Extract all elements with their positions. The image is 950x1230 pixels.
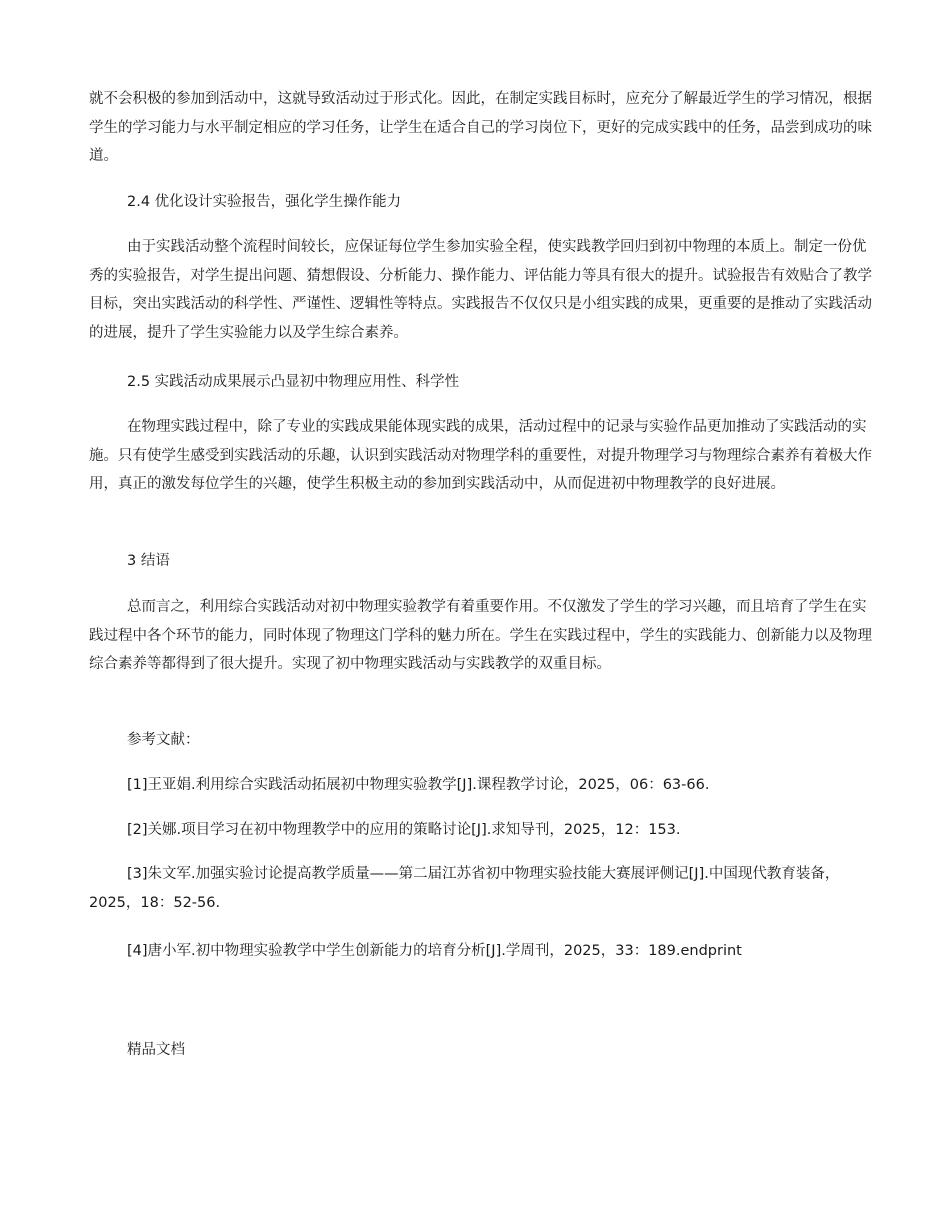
reference-item-3: [3]朱文军.加强实验讨论提高教学质量——第二届江苏省初中物理实验技能大赛展评侧记[J].中国现代教育装备，2025，18：52-56.: [89, 866, 840, 911]
reference-item-4: [4]唐小军.初中物理实验教学中学生创新能力的培育分析[J].学周刊，2025，33：189.endprint: [127, 943, 742, 959]
section-heading-2-4: 2.4 优化设计实验报告，强化学生操作能力: [127, 194, 402, 210]
paragraph-continuation: 就不会积极的参加到活动中，这就导致活动过于形式化。因此，在制定实践目标时，应充分了解最近学生的学习情况，根据学生的学习能力与水平制定相应的学习任务，让学生在适合自己的学习岗位下，更好的完成实践中的任务，品尝到成功的味道。: [89, 91, 872, 164]
footer-label: 精品文档: [127, 1042, 185, 1058]
reference-item-2: [2]关娜.项目学习在初中物理教学中的应用的策略讨论[J].求知导刊，2025，12：153.: [127, 822, 681, 838]
references-title: 参考文献：: [127, 732, 200, 748]
section-heading-2-5: 2.5 实践活动成果展示凸显初中物理应用性、科学性: [127, 374, 460, 390]
paragraph-conclusion: 总而言之，利用综合实践活动对初中物理实验教学有着重要作用。不仅激发了学生的学习兴趣，而且培育了学生在实践过程中各个环节的能力，同时体现了物理这门学科的魅力所在。学生在实践过程中，学生的实践能力、创新能力以及物理综合素养等都得到了很大提升。实现了初中物理实践活动与实践教学的双重目标。: [89, 599, 872, 672]
reference-item-1: [1]王亚娟.利用综合实践活动拓展初中物理实验教学[J].课程教学讨论，2025，06：63-66.: [127, 777, 710, 793]
paragraph-2-5: 在物理实践过程中，除了专业的实践成果能体现实践的成果，活动过程中的记录与实验作品更加推动了实践活动的实施。只有使学生感受到实践活动的乐趣，认识到实践活动对物理学科的重要性，对提升物理学习与物理综合素养有着极大作用，真正的激发每位学生的兴趣，使学生积极主动的参加到实践活动中，从而促进初中物理教学的良好进展。: [89, 419, 872, 492]
paragraph-2-4: 由于实践活动整个流程时间较长，应保证每位学生参加实验全程，使实践教学回归到初中物理的本质上。制定一份优秀的实验报告，对学生提出问题、猜想假设、分析能力、操作能力、评估能力等具有很大的提升。试验报告有效贴合了教学目标，突出实践活动的科学性、严谨性、逻辑性等特点。实践报告不仅仅只是小组实践的成果，更重要的是推动了实践活动的进展，提升了学生实验能力以及学生综合素养。: [89, 239, 872, 341]
section-heading-3: 3 结语: [127, 553, 170, 569]
